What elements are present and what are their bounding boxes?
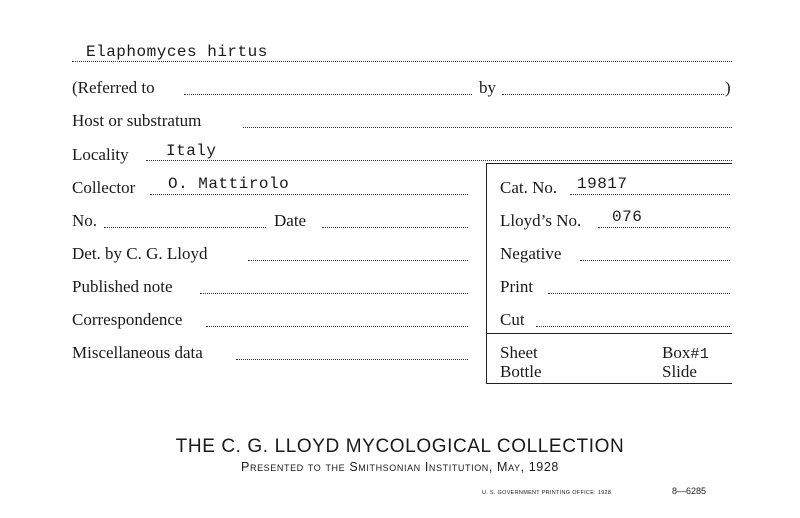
bottle-label: Bottle bbox=[500, 362, 542, 381]
close-paren: ) bbox=[725, 78, 731, 97]
collector-line bbox=[150, 194, 468, 195]
published-line bbox=[200, 293, 468, 294]
det-label: Det. by C. G. Lloyd bbox=[72, 244, 208, 263]
published-label: Published note bbox=[72, 277, 173, 296]
cat-label: Cat. No. bbox=[500, 178, 558, 197]
locality-line bbox=[146, 160, 732, 161]
lloyds-value: 076 bbox=[612, 208, 643, 226]
correspondence-label: Correspondence bbox=[72, 310, 183, 329]
print-label: Print bbox=[500, 277, 534, 296]
no-label: No. bbox=[72, 211, 98, 230]
by-line bbox=[502, 94, 724, 95]
collection-title: THE C. G. LLOYD MYCOLOGICAL COLLECTION bbox=[175, 436, 625, 457]
cat-value: 19817 bbox=[577, 175, 628, 193]
print-line bbox=[548, 293, 730, 294]
date-label: Date bbox=[274, 211, 307, 230]
correspondence-line bbox=[206, 326, 468, 327]
referred-to-label: (Referred to bbox=[72, 78, 155, 97]
slide-label: Slide bbox=[662, 362, 697, 381]
misc-label: Miscellaneous data bbox=[72, 343, 203, 362]
no-line bbox=[104, 227, 266, 228]
lloyds-label: Lloyd’s No. bbox=[500, 211, 582, 230]
box-left-border bbox=[486, 163, 487, 384]
cut-label: Cut bbox=[500, 310, 525, 329]
by-label: by bbox=[479, 78, 496, 97]
locality-value: Italy bbox=[166, 142, 217, 160]
collection-subtitle: Presented to the Smithsonian Institution, May, 1928 bbox=[241, 460, 559, 474]
negative-label: Negative bbox=[500, 244, 562, 263]
referred-to-line bbox=[184, 94, 472, 95]
host-label: Host or substratum bbox=[72, 111, 202, 130]
sheet-label: Sheet bbox=[500, 343, 538, 362]
misc-line bbox=[236, 359, 468, 360]
negative-line bbox=[580, 260, 730, 261]
locality-label: Locality bbox=[72, 145, 129, 164]
host-line bbox=[243, 127, 732, 128]
box-top-border bbox=[486, 163, 732, 164]
collector-value: O. Mattirolo bbox=[168, 175, 290, 193]
printer-note: U. S. GOVERNMENT PRINTING OFFICE: 1928 bbox=[482, 490, 612, 496]
det-line bbox=[248, 260, 468, 261]
date-line bbox=[322, 227, 468, 228]
box-value: #1 bbox=[690, 346, 710, 363]
box-bottom-border bbox=[486, 383, 732, 384]
collector-label: Collector bbox=[72, 178, 136, 197]
species-name: Elaphomyces hirtus bbox=[86, 43, 268, 61]
species-line bbox=[72, 61, 732, 62]
lloyds-line bbox=[598, 227, 730, 228]
box-label: Box#1 bbox=[662, 343, 710, 363]
box-divider bbox=[486, 333, 732, 334]
form-code: 8—6285 bbox=[672, 486, 707, 496]
cut-line bbox=[536, 326, 730, 327]
cat-line bbox=[570, 194, 730, 195]
